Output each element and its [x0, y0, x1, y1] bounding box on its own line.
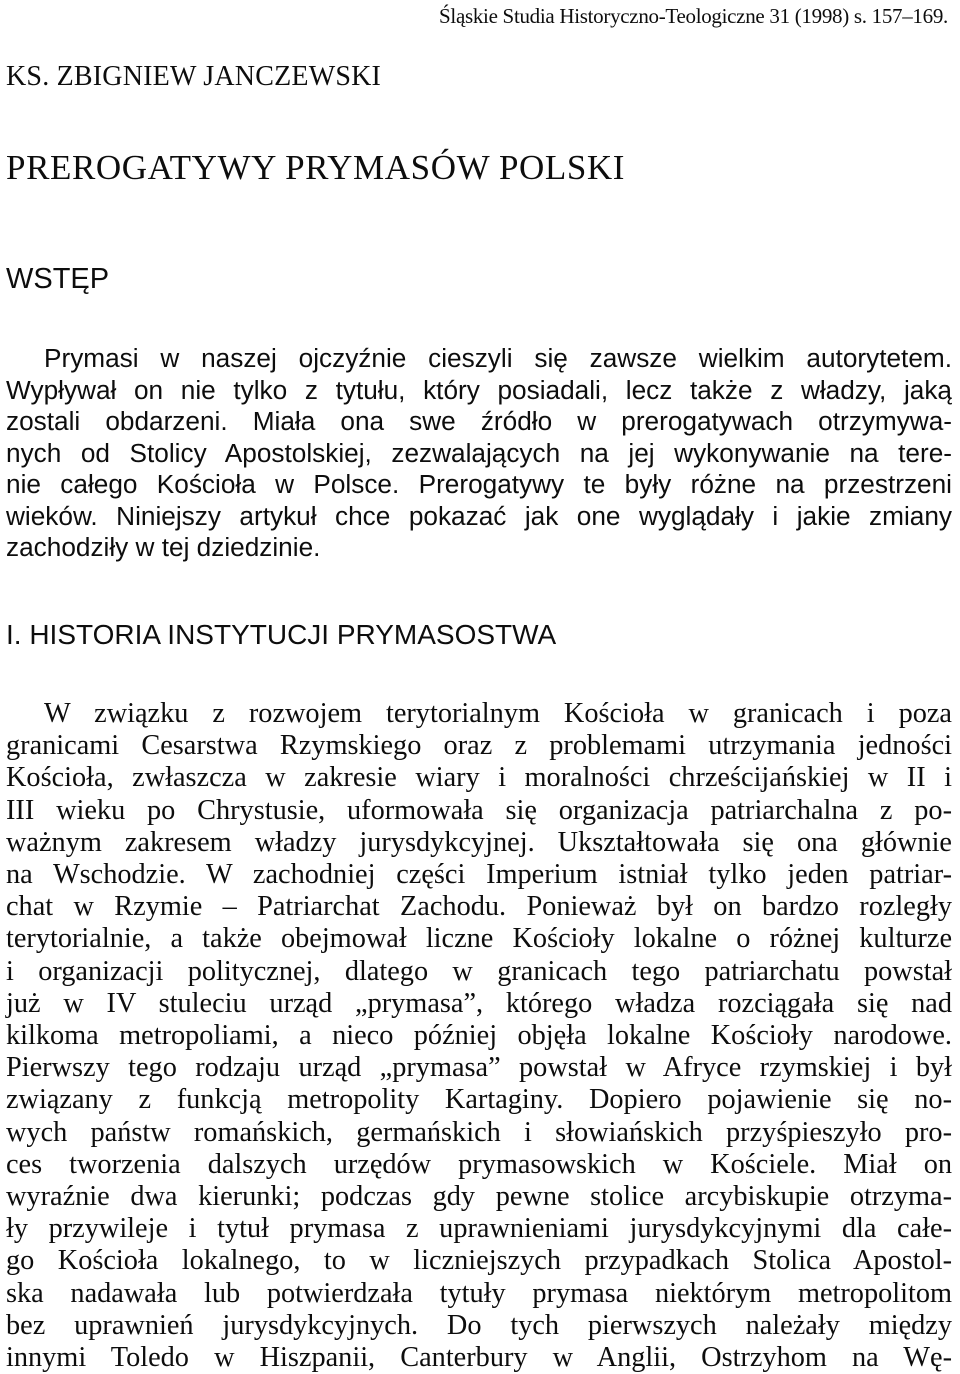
paragraph-line: Prymasi w naszej ojczyźnie cieszyli się zawsze wielkim autorytetem.	[44, 343, 952, 373]
paragraph-line: W związku z rozwojem terytorialnym Kościoła w granicach i poza	[44, 698, 952, 729]
section-heading-wstep: WSTĘP	[6, 263, 110, 295]
paragraph-line: terytorialnie, a także obejmował liczne Kościoły lokalne o różnej kulturze	[6, 923, 952, 955]
intro-paragraph	[6, 343, 952, 564]
paragraph-line: Wypływał on nie tylko z tytułu, który posiadali, lecz także z władzy, jaką	[6, 374, 952, 405]
paragraph-line: ważnym zakresem władzy jurysdykcyjnej. Ukształtowała się ona głównie	[6, 826, 952, 858]
paragraph-line: ces tworzenia dalszych urzędów prymasowskich w Kościele. Miał on	[6, 1148, 952, 1180]
paragraph-line: zostali obdarzeni. Miała ona swe źródło w prerogatywach otrzymywa-	[6, 406, 952, 436]
paragraph-line: III wieku po Chrystusie, uformowała się organizacja patriarchalna z po-	[6, 794, 952, 826]
paragraph-line: zachodziły w tej dziedzinie.	[6, 532, 321, 562]
paragraph-line: nych od Stolicy Apostolskiej, zezwalających na jej wykonywanie na tere-	[6, 437, 952, 468]
paragraph-line: innymi Toledo w Hiszpanii, Canterbury w Anglii, Ostrzyhom na Wę-	[6, 1342, 952, 1374]
paragraph-line: związany z funkcją metropolity Kartaginy. Dopiero pojawienie się no-	[6, 1084, 952, 1116]
paragraph-line: kilkoma metropoliami, a nieco później objęła lokalne Kościoły narodowe.	[6, 1020, 952, 1052]
paragraph-line: wych państw romańskich, germańskich i słowiańskich przyśpieszyło pro-	[6, 1116, 952, 1148]
journal-reference: Śląskie Studia Historyczno-Teologiczne 31 (1998) s. 157–169.	[439, 4, 948, 28]
paragraph-line: Kościoła, zwłaszcza w zakresie wiary i moralności chrześcijańskiej w II i	[6, 762, 952, 794]
author-name: KS. ZBIGNIEW JANCZEWSKI	[6, 61, 382, 92]
paragraph-line: ska nadawała lub potwierdzała tytuły prymasa niektórym metropolitom	[6, 1277, 952, 1309]
article-title: PREROGATYWY PRYMASÓW POLSKI	[6, 148, 626, 187]
paragraph-line: chat w Rzymie – Patriarchat Zachodu. Ponieważ był on bardzo rozległy	[6, 891, 952, 923]
paragraph-line: go Kościoła lokalnego, to w liczniejszych przypadkach Stolica Apostol-	[6, 1245, 952, 1277]
paragraph-line: bez uprawnień jurysdykcyjnych. Do tych pierwszych należały między	[6, 1309, 952, 1341]
paragraph-line: ły przywileje i tytuł prymasa z uprawnieniami jurysdykcyjnymi dla całe-	[6, 1213, 952, 1245]
history-paragraph	[6, 698, 952, 1374]
paragraph-line: nie całego Kościoła w Polsce. Prerogatywy te były różne na przestrzeni	[6, 469, 952, 499]
section-heading-historia: I. HISTORIA INSTYTUCJI PRYMASOSTWA	[6, 619, 557, 650]
paragraph-line: granicami Cesarstwa Rzymskiego oraz z problemami utrzymania jedności	[6, 730, 952, 762]
paragraph-line: już w IV stuleciu urząd „prymasa”, którego władza rozciągała się nad	[6, 987, 952, 1019]
paragraph-line: wyraźnie dwa kierunki; podczas gdy pewne stolice arcybiskupie otrzyma-	[6, 1181, 952, 1213]
paragraph-line: wieków. Niniejszy artykuł chce pokazać jak one wyglądały i jakie zmiany	[6, 500, 952, 531]
paragraph-line: na Wschodzie. W zachodniej części Imperium istniał tylko jeden patriar-	[6, 859, 952, 891]
paragraph-line: i organizacji politycznej, dlatego w granicach tego patriarchatu powstał	[6, 955, 952, 987]
paragraph-line: Pierwszy tego rodzaju urząd „prymasa” powstał w Afryce rzymskiej i był	[6, 1052, 952, 1084]
